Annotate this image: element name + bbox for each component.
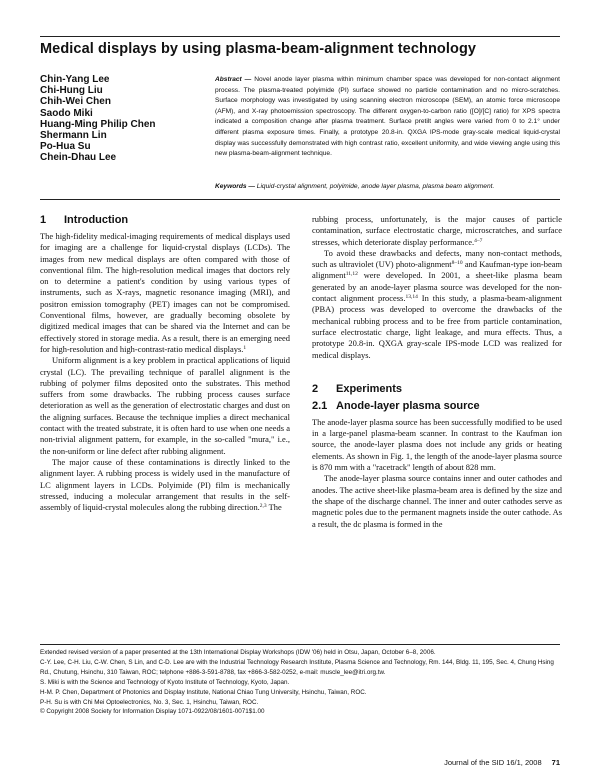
intro-paragraph-5: To avoid these drawbacks and defects, many non-contact methods, such as ultraviolet (UV) photo-alignment$^{8-10}$ and Kaufman-type ion-beam alignment$^{11,12}$ were developed. In 2001, a sheet-like plasma beam generated by an anode-layer plasma source was developed for the non-contact alignment process.$^{13,14}$ In this study, a plasma-beam-alignment (PBA) process was developed to overcome the drawbacks of the mechanical rubbing process and to be free from particle contamination, surface electrostatic charge, light leakage, and mura effects. Thus, a prototype 20.8-in. QXGA gray-scale IPS-mode LCD was realized for medical displays. xyxy=(312,247,563,360)
abstract-rule xyxy=(40,199,560,200)
journal-name: Journal of the SID 16/1, 2008 xyxy=(444,758,542,767)
author: Chi-Hung Liu xyxy=(40,85,103,97)
author: Chin-Yang Lee xyxy=(40,74,110,85)
author: Po-Hua Su xyxy=(40,141,91,153)
section-heading-experiments xyxy=(312,383,562,396)
abstract-text: Novel anode layer plasma within minimum chamber space was developed for non-contact alignment process. The plasma-treated polyimide (PI) surface showed no particle contamination and no micro-scratches. Surface morphology was investigated by using scanning electron microscope (SEM), an atomic force microscope (AFM), and X-ray photoemission spectroscopy. The different oxygen-to-carbon ratio ([O]/[C] ratio) for XPS spectra indicated a composition change after plasma treatment. Surface pretilt angles were varied from 0 to 2.1° under different plasma exposure times. Finally, a prototype 20.8-in. QXGA IPS-mode gray-scale medical liquid-crystal display was successfully demonstrated with high contrast ratio, excellent uniformity, and wide viewing angle using this new plasma-beam-alignment technique. xyxy=(215,76,560,158)
section-title: Introduction xyxy=(64,214,129,226)
journal-footer xyxy=(444,758,560,767)
left-column xyxy=(40,214,290,513)
section-number: 1 xyxy=(40,214,47,226)
intro-paragraph-1: The high-fidelity medical-imaging requirements of medical displays used for imaging are a challenge for liquid-crystal displays (LCDs). The images from new medical displays are often compared with those of conventional film. The high-resolution medical images that doctors rely on to determine a patient's condition by using various types of instruments, such as X-rays, magnetic resonance imaging (MRI), and positron emission tomography (PET) images can not be compromised. Conventional films, however, are gradually becoming obsolete by digitized medical images that can be shared via the Internet and can be effectively stored in storage media. As a result, there is an emerging need for high-resolution and high-contrast-ratio medical displays.$^1$ xyxy=(40,231,290,354)
section-heading-introduction xyxy=(40,214,290,227)
footnote: S. Miki is with the Science and Technology of Kyoto Institute of Technology, Kyoto, Japan. xyxy=(40,678,290,686)
keywords-label: Keywords — xyxy=(215,183,255,190)
paper-title: Medical displays by using plasma-beam-alignment technology xyxy=(40,41,477,57)
subsection-heading xyxy=(312,400,562,413)
right-column xyxy=(312,214,562,530)
intro-paragraph-3: The major cause of these contaminations is directly linked to the alignment layer. A rubbing process is widely used in the manufacture of LC alignment layers in LCDs. Polyimide (PI) film is mechanically stressed, inducing a molecular arrangement that results in the self-assembly of liquid-crystal molecules along the rubbing direction.$^{2,3}$ The xyxy=(40,456,290,513)
footnotes xyxy=(40,648,560,717)
footnote: H-M. P. Chen, Department of Photonics and Display Institute, National Chiao Tung University, Hsinchu, Taiwan, ROC. xyxy=(40,688,367,696)
author: Shermann Lin xyxy=(40,130,107,142)
author: Chih-Wei Chen xyxy=(40,96,111,108)
experiments-paragraph-1: The anode-layer plasma source has been successfully modified to be used in a large-panel plasma-beam scanner. In contrast to the Kaufman ion source, the anode-layer plasma does not include any grids or heating elements. As shown in Fig. 1, the length of the anode-layer plasma source is 870 mm with a "racetrack" length of about 828 mm. xyxy=(312,416,562,473)
citation: 4–7 xyxy=(474,237,483,244)
experiments-paragraph-2: The anode-layer plasma source contains inner and outer cathodes and anodes. The active sheet-like plasma-beam area is defined by the size and the shape of the discharge channel. The inner and outer cathodes serve as magnetic poles due to the permanent magnets inside the outer cathode. As a result, the dc plasma is formed in the xyxy=(312,473,562,529)
citation: 1 xyxy=(243,344,247,351)
citation: 8–10 xyxy=(451,260,463,267)
intro-paragraph-2: Uniform alignment is a key problem in practical applications of liquid crystal (LC). The prevailing technique of parallel alignment is the rubbing of polymer films deposited onto the substrates. This method suffers from some drawbacks. The rubbing process causes surface deterioration as well as the generation of electrostatic charges and dust on the aligning surfaces. Because the technique implies a direct mechanical contact with the treated substrate, it is often hard to use when one needs a non-trivial alignment pattern, for example, in the so-called "mura," i.e., the non-uniform or line defect after rubbing alignment. xyxy=(40,355,290,456)
footnote: P-H. Su is with Chi Mei Optoelectronics, No. 3, Sec. 1, Hsinchu, Taiwan, ROC. xyxy=(40,698,259,706)
citation: 13,14 xyxy=(405,294,418,301)
subsection-title: Anode-layer plasma source xyxy=(336,399,480,412)
author: Chein-Dhau Lee xyxy=(40,152,117,164)
citation: 11,12 xyxy=(345,271,358,278)
keywords xyxy=(215,182,560,192)
intro-paragraph-4: rubbing process, unfortunately, is the major causes of particle contamination, surface electrostatic charge, microscratches, and surface stresses, which deteriorate display performance.$^{4-7}$ xyxy=(312,214,562,247)
footnote: Extended revised version of a paper presented at the 13th International Display Workshops (IDW '06) held in Otsu, Japan, October 6–8, 2006. xyxy=(40,649,436,656)
abstract xyxy=(215,75,560,160)
footnote: © Copyright 2008 Society for Information Display 1071-0922/08/1601-0071$1.00 xyxy=(40,708,265,716)
author-list xyxy=(40,74,190,164)
section-number: 2 xyxy=(312,382,319,395)
keywords-text: Liquid-crystal alignment, polyimide, anode layer plasma, plasma beam alignment. xyxy=(256,183,495,190)
page-number: 71 xyxy=(551,758,560,767)
top-rule xyxy=(40,36,560,37)
abstract-label: Abstract — xyxy=(215,76,252,83)
author: Huang-Ming Philip Chen xyxy=(40,118,156,130)
footnote-rule xyxy=(40,644,560,645)
author: Saodo Miki xyxy=(40,107,93,119)
section-title: Experiments xyxy=(336,382,403,395)
citation: 2,3 xyxy=(259,503,267,510)
footnote: C-Y. Lee, C-H. Liu, C-W. Chen, S Lin, and C-D. Lee are with the Industrial Technology Research Institute, Plasma Science and Technology, Rm. 144, Bldg. 11, 195, Sec. 4, Chung Hsing Rd., Chutung, Hsinchu, 310 Taiwan, ROC; telphone +886-3-591-8788, fax +866-3-582-0252, e-mail: muscle_lee@itri.org.tw. xyxy=(40,658,554,676)
subsection-number: 2.1 xyxy=(312,399,328,412)
